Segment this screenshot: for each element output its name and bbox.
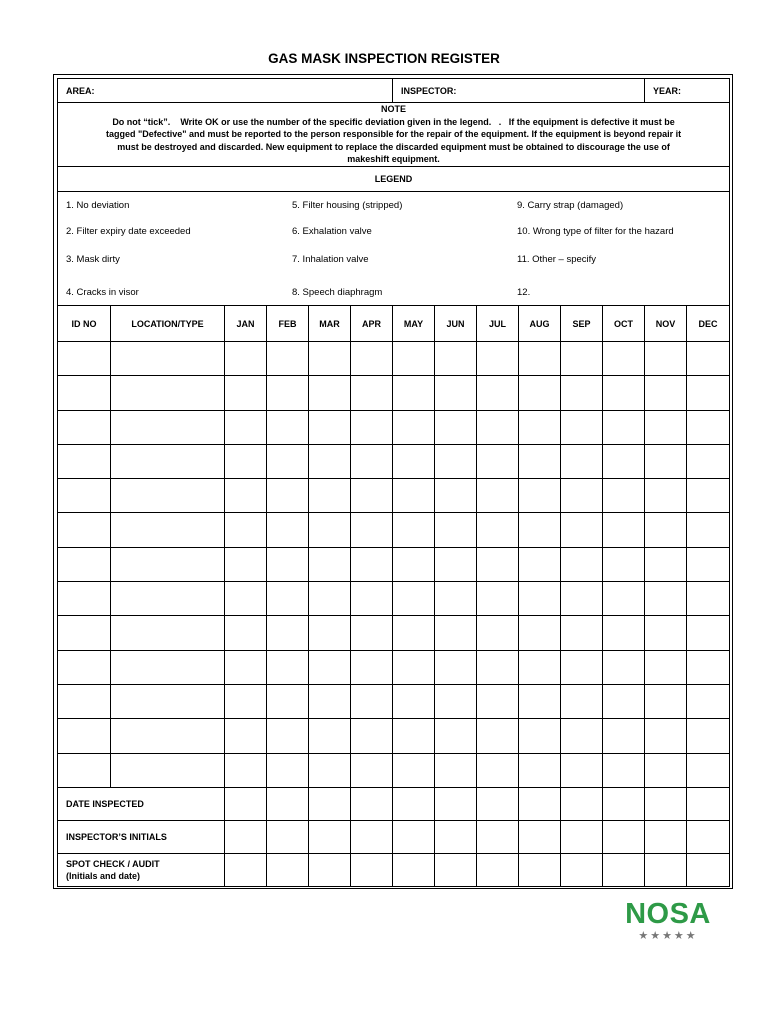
initials-cell[interactable] [477,820,519,853]
date-inspected-label: DATE INSPECTED [58,787,225,820]
year-field[interactable] [645,79,730,103]
col-month-header: OCT [603,306,645,342]
month-cell[interactable] [225,342,267,376]
table-row [58,684,730,718]
location-cell[interactable] [111,753,225,787]
col-month-header: JUN [435,306,477,342]
initials-cell[interactable] [645,820,687,853]
month-cell[interactable] [435,513,477,547]
month-cell[interactable] [225,479,267,513]
note-box [58,103,730,167]
month-cell[interactable] [267,479,309,513]
month-cell[interactable] [267,513,309,547]
month-cell[interactable] [645,376,687,410]
page-title: GAS MASK INSPECTION REGISTER [268,51,500,66]
month-cell[interactable] [351,650,393,684]
month-cell[interactable] [351,376,393,410]
month-cell[interactable] [393,616,435,650]
month-cell[interactable] [267,410,309,444]
month-cell[interactable] [561,444,603,478]
month-cell[interactable] [267,582,309,616]
month-cell[interactable] [351,616,393,650]
month-cell[interactable] [603,650,645,684]
month-cell[interactable] [351,753,393,787]
month-cell[interactable] [645,753,687,787]
month-cell[interactable] [477,376,519,410]
date-cell[interactable] [645,787,687,820]
month-cell[interactable] [561,684,603,718]
initials-cell[interactable] [309,820,351,853]
location-cell[interactable] [111,547,225,581]
month-cell[interactable] [393,582,435,616]
spot-check-cell[interactable] [309,853,351,886]
initials-cell[interactable] [687,820,730,853]
spot-check-cell[interactable] [561,853,603,886]
month-cell[interactable] [225,376,267,410]
month-cell[interactable] [603,410,645,444]
location-cell[interactable] [111,376,225,410]
month-cell[interactable] [603,547,645,581]
month-cell[interactable] [687,513,730,547]
month-cell[interactable] [309,479,351,513]
month-cell[interactable] [351,342,393,376]
spot-check-cell[interactable] [393,853,435,886]
date-cell[interactable] [603,787,645,820]
month-cell[interactable] [561,719,603,753]
month-cell[interactable] [519,582,561,616]
legend-item: 10. Wrong type of filter for the hazard [517,226,674,237]
month-cell[interactable] [519,410,561,444]
month-cell[interactable] [519,479,561,513]
month-cell[interactable] [519,444,561,478]
month-cell[interactable] [687,684,730,718]
month-cell[interactable] [309,513,351,547]
date-inspected-row [58,787,730,820]
month-cell[interactable] [267,342,309,376]
month-cell[interactable] [561,342,603,376]
month-cell[interactable] [561,479,603,513]
month-cell[interactable] [477,684,519,718]
month-cell[interactable] [225,616,267,650]
month-cell[interactable] [645,684,687,718]
initials-cell[interactable] [225,820,267,853]
date-cell[interactable] [225,787,267,820]
area-label: AREA: [66,85,95,96]
table-row [58,342,730,376]
id-cell[interactable] [58,547,111,581]
inspector-field[interactable] [393,79,645,103]
month-cell[interactable] [519,650,561,684]
initials-cell[interactable] [435,820,477,853]
col-location-header: LOCATION/TYPE [111,306,225,342]
nosa-logo-word: NOSA [625,898,711,930]
note-line-1: Do not “tick”. Write OK or use the number of the specific deviation given in the legend. . If the equipment is defective it must be [112,116,675,127]
month-cell[interactable] [393,479,435,513]
month-cell[interactable] [225,513,267,547]
table-row [58,753,730,787]
id-cell[interactable] [58,342,111,376]
month-cell[interactable] [393,513,435,547]
table-row [58,479,730,513]
month-cell[interactable] [519,547,561,581]
month-cell[interactable] [519,513,561,547]
id-cell[interactable] [58,376,111,410]
location-cell[interactable] [111,479,225,513]
id-cell[interactable] [58,650,111,684]
location-cell[interactable] [111,410,225,444]
col-month-header: SEP [561,306,603,342]
spot-check-cell[interactable] [477,853,519,886]
legend-item: 7. Inhalation valve [292,254,369,265]
legend-box [58,192,730,306]
month-cell[interactable] [645,547,687,581]
month-cell[interactable] [561,410,603,444]
month-cell[interactable] [435,342,477,376]
month-cell[interactable] [603,753,645,787]
inspector-initials-label: INSPECTOR’S INITIALS [58,820,225,853]
column-header-row [58,306,730,342]
legend-item: 11. Other – specify [517,254,597,265]
table-row [58,582,730,616]
spot-check-cell[interactable] [519,853,561,886]
month-cell[interactable] [477,479,519,513]
col-month-header: DEC [687,306,730,342]
date-cell[interactable] [519,787,561,820]
month-cell[interactable] [435,582,477,616]
inspector-label: INSPECTOR: [401,85,457,96]
month-cell[interactable] [477,753,519,787]
date-cell[interactable] [477,787,519,820]
month-cell[interactable] [225,582,267,616]
location-cell[interactable] [111,444,225,478]
month-cell[interactable] [687,376,730,410]
month-cell[interactable] [435,547,477,581]
month-cell[interactable] [687,753,730,787]
month-cell[interactable] [435,616,477,650]
month-cell[interactable] [561,650,603,684]
legend-item: 4. Cracks in visor [66,287,139,298]
month-cell[interactable] [687,479,730,513]
date-cell[interactable] [393,787,435,820]
month-cell[interactable] [519,616,561,650]
month-cell[interactable] [435,650,477,684]
note-heading: NOTE [381,104,407,115]
legend-item: 8. Speech diaphragm [292,287,383,298]
month-cell[interactable] [687,616,730,650]
month-cell[interactable] [393,650,435,684]
month-cell[interactable] [435,376,477,410]
legend-item: 9. Carry strap (damaged) [517,200,624,211]
month-cell[interactable] [225,684,267,718]
month-cell[interactable] [309,410,351,444]
col-month-header: FEB [267,306,309,342]
table-row [58,410,730,444]
month-cell[interactable] [351,547,393,581]
month-cell[interactable] [225,719,267,753]
id-cell[interactable] [58,479,111,513]
month-cell[interactable] [519,684,561,718]
month-cell[interactable] [225,547,267,581]
month-cell[interactable] [645,582,687,616]
month-cell[interactable] [603,684,645,718]
month-cell[interactable] [645,719,687,753]
register-table [57,78,730,887]
id-cell[interactable] [58,719,111,753]
month-cell[interactable] [561,513,603,547]
spot-check-label-line-1: SPOT CHECK / AUDIT [66,858,160,869]
month-cell[interactable] [561,582,603,616]
location-cell[interactable] [111,513,225,547]
area-field[interactable] [58,79,393,103]
month-cell[interactable] [351,479,393,513]
month-cell[interactable] [351,410,393,444]
month-cell[interactable] [519,376,561,410]
initials-row [58,820,730,853]
month-cell[interactable] [687,547,730,581]
table-row [58,444,730,478]
table-row [58,616,730,650]
spot-check-label-line-2: (Initials and date) [66,870,141,881]
month-cell[interactable] [645,650,687,684]
legend-item: 12. [517,287,531,298]
month-cell[interactable] [645,342,687,376]
month-cell[interactable] [267,719,309,753]
legend-title: LEGEND [58,167,730,192]
month-cell[interactable] [393,410,435,444]
month-cell[interactable] [519,719,561,753]
location-cell[interactable] [111,684,225,718]
month-cell[interactable] [225,444,267,478]
table-row [58,547,730,581]
month-cell[interactable] [435,479,477,513]
month-cell[interactable] [477,719,519,753]
month-cell[interactable] [435,444,477,478]
id-cell[interactable] [58,410,111,444]
month-cell[interactable] [393,376,435,410]
month-cell[interactable] [393,684,435,718]
initials-cell[interactable] [267,820,309,853]
id-cell[interactable] [58,444,111,478]
month-cell[interactable] [645,444,687,478]
month-cell[interactable] [267,547,309,581]
month-cell[interactable] [351,444,393,478]
note-line-4: makeshift equipment. [347,154,440,165]
month-cell[interactable] [435,753,477,787]
month-cell[interactable] [435,684,477,718]
month-cell[interactable] [645,513,687,547]
table-row [58,719,730,753]
legend-row [58,192,730,306]
note-row [58,103,730,167]
month-cell[interactable] [267,684,309,718]
month-cell[interactable] [477,650,519,684]
month-cell[interactable] [477,547,519,581]
spot-check-cell[interactable] [603,853,645,886]
legend-item: 1. No deviation [66,200,130,211]
date-cell[interactable] [687,787,730,820]
month-cell[interactable] [267,376,309,410]
month-cell[interactable] [309,684,351,718]
month-cell[interactable] [645,616,687,650]
month-cell[interactable] [561,616,603,650]
month-cell[interactable] [603,719,645,753]
table-row [58,513,730,547]
location-cell[interactable] [111,719,225,753]
month-cell[interactable] [267,753,309,787]
id-cell[interactable] [58,513,111,547]
month-cell[interactable] [561,547,603,581]
location-cell[interactable] [111,342,225,376]
month-cell[interactable] [309,342,351,376]
table-row [58,376,730,410]
month-cell[interactable] [477,444,519,478]
legend-item: 5. Filter housing (stripped) [292,200,403,211]
month-cell[interactable] [225,650,267,684]
register-frame [53,74,733,889]
month-cell[interactable] [393,342,435,376]
month-cell[interactable] [351,582,393,616]
id-cell[interactable] [58,684,111,718]
data-rows [58,342,730,788]
initials-cell[interactable] [603,820,645,853]
month-cell[interactable] [603,582,645,616]
month-cell[interactable] [477,513,519,547]
month-cell[interactable] [561,753,603,787]
month-cell[interactable] [309,547,351,581]
col-month-header: MAY [393,306,435,342]
month-cell[interactable] [687,582,730,616]
month-cell[interactable] [267,616,309,650]
month-cell[interactable] [435,719,477,753]
location-cell[interactable] [111,582,225,616]
month-cell[interactable] [645,479,687,513]
month-cell[interactable] [309,376,351,410]
month-cell[interactable] [225,410,267,444]
col-month-header: NOV [645,306,687,342]
month-cell[interactable] [687,410,730,444]
month-cell[interactable] [687,650,730,684]
month-cell[interactable] [603,616,645,650]
year-label: YEAR: [653,85,682,96]
month-cell[interactable] [477,616,519,650]
initials-cell[interactable] [393,820,435,853]
spot-check-cell[interactable] [351,853,393,886]
month-cell[interactable] [309,616,351,650]
month-cell[interactable] [309,753,351,787]
month-cell[interactable] [645,410,687,444]
note-line-2: tagged "Defective" and must be reported to the person responsible for the repair of the equipment. If the equipment is beyond repair it [105,129,682,140]
date-cell[interactable] [435,787,477,820]
note-line-3: must be destroyed and discarded. New equipment to replace the discarded equipment must be obtained to discourage the use of [117,141,670,152]
spot-check-cell[interactable] [645,853,687,886]
month-cell[interactable] [309,582,351,616]
table-row [58,650,730,684]
month-cell[interactable] [477,342,519,376]
legend-item: 6. Exhalation valve [292,226,372,237]
id-cell[interactable] [58,616,111,650]
month-cell[interactable] [309,444,351,478]
month-cell[interactable] [351,513,393,547]
month-cell[interactable] [393,444,435,478]
spot-check-row [58,853,730,886]
month-cell[interactable] [351,684,393,718]
col-month-header: MAR [309,306,351,342]
month-cell[interactable] [603,376,645,410]
month-cell[interactable] [267,650,309,684]
col-month-header: JAN [225,306,267,342]
month-cell[interactable] [477,582,519,616]
col-id-header: ID NO [58,306,111,342]
month-cell[interactable] [477,410,519,444]
spot-check-cell[interactable] [225,853,267,886]
col-month-header: APR [351,306,393,342]
date-cell[interactable] [267,787,309,820]
spot-check-cell[interactable] [267,853,309,886]
month-cell[interactable] [225,753,267,787]
legend-item: 2. Filter expiry date exceeded [66,226,191,237]
month-cell[interactable] [687,342,730,376]
header-row [58,79,730,103]
month-cell[interactable] [519,342,561,376]
month-cell[interactable] [561,376,603,410]
date-cell[interactable] [561,787,603,820]
month-cell[interactable] [603,513,645,547]
month-cell[interactable] [603,479,645,513]
month-cell[interactable] [519,753,561,787]
month-cell[interactable] [267,444,309,478]
spot-check-label [58,853,225,886]
initials-cell[interactable] [561,820,603,853]
col-month-header: AUG [519,306,561,342]
star-icons: ★★★★★ [638,930,698,942]
id-cell[interactable] [58,582,111,616]
nosa-logo [620,898,716,942]
date-cell[interactable] [309,787,351,820]
initials-cell[interactable] [351,820,393,853]
month-cell[interactable] [435,410,477,444]
month-cell[interactable] [603,444,645,478]
spot-check-cell[interactable] [435,853,477,886]
id-cell[interactable] [58,753,111,787]
month-cell[interactable] [393,547,435,581]
month-cell[interactable] [687,719,730,753]
month-cell[interactable] [309,650,351,684]
month-cell[interactable] [603,342,645,376]
month-cell[interactable] [687,444,730,478]
initials-cell[interactable] [519,820,561,853]
month-cell[interactable] [309,719,351,753]
legend-item: 3. Mask dirty [66,254,120,265]
month-cell[interactable] [393,719,435,753]
spot-check-cell[interactable] [687,853,730,886]
date-cell[interactable] [351,787,393,820]
col-month-header: JUL [477,306,519,342]
location-cell[interactable] [111,616,225,650]
location-cell[interactable] [111,650,225,684]
legend-title-row [58,167,730,192]
month-cell[interactable] [351,719,393,753]
month-cell[interactable] [393,753,435,787]
